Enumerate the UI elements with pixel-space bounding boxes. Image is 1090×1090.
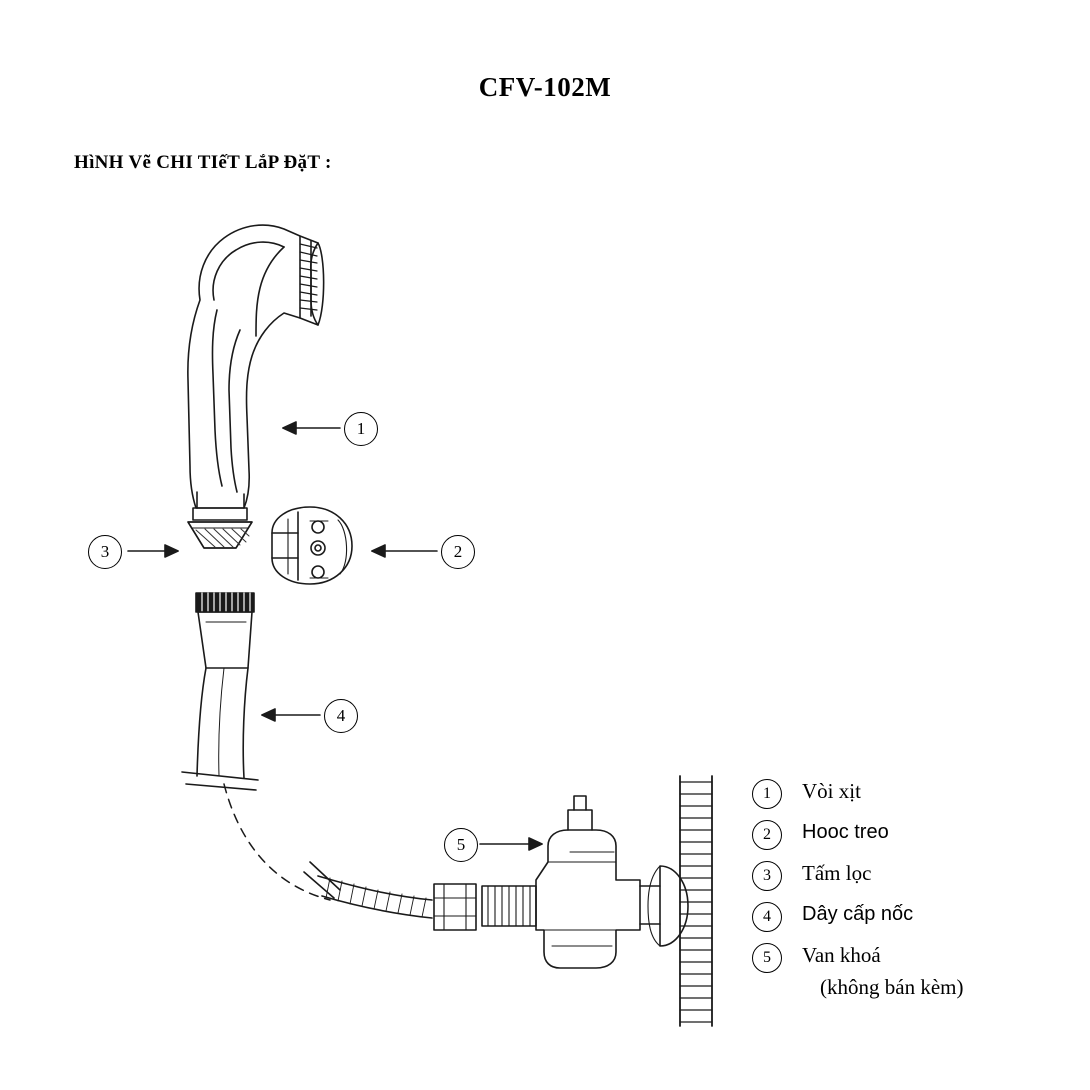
legend-number-5: 5 [752, 943, 782, 973]
callout-1: 1 [344, 412, 378, 446]
legend-number-3: 3 [752, 861, 782, 891]
wall-hook-drawing [272, 507, 352, 584]
legend-number-1: 1 [752, 779, 782, 809]
legend-label-3: Tấm lọc [802, 861, 872, 885]
wall-hatching [680, 776, 712, 1026]
legend-item-3 [752, 860, 1052, 901]
hose-nut-drawing [434, 884, 476, 930]
callout-3: 3 [88, 535, 122, 569]
leader-lines [128, 422, 542, 850]
filter-disc-drawing [188, 522, 252, 548]
braided-hose-drawing [304, 862, 432, 918]
legend [752, 778, 1052, 1000]
callout-2: 2 [441, 535, 475, 569]
page-title: CFV-102M [478, 72, 612, 102]
legend-label-4: Dây cấp nốc [802, 903, 914, 925]
callout-4: 4 [324, 699, 358, 733]
legend-item-4 [752, 901, 1052, 942]
legend-label-1: Vòi xịt [802, 779, 861, 803]
hose-dashed-path [224, 784, 330, 900]
legend-item-1 [752, 778, 1052, 819]
hose-drawing [182, 593, 258, 790]
legend-item-2 [752, 819, 1052, 860]
legend-label-2: Hooc treo [802, 821, 889, 843]
legend-number-2: 2 [752, 820, 782, 850]
callout-5: 5 [444, 828, 478, 862]
spray-head-drawing [188, 225, 324, 520]
legend-number-4: 4 [752, 902, 782, 932]
legend-label-5: Van khoá [802, 943, 881, 967]
valve-drawing [482, 796, 688, 968]
diagram-subtitle: HìNH Vẽ CHI TIếT LắP ĐặT : [74, 152, 332, 173]
legend-label-5-note: (không bán kèm) [820, 975, 964, 999]
